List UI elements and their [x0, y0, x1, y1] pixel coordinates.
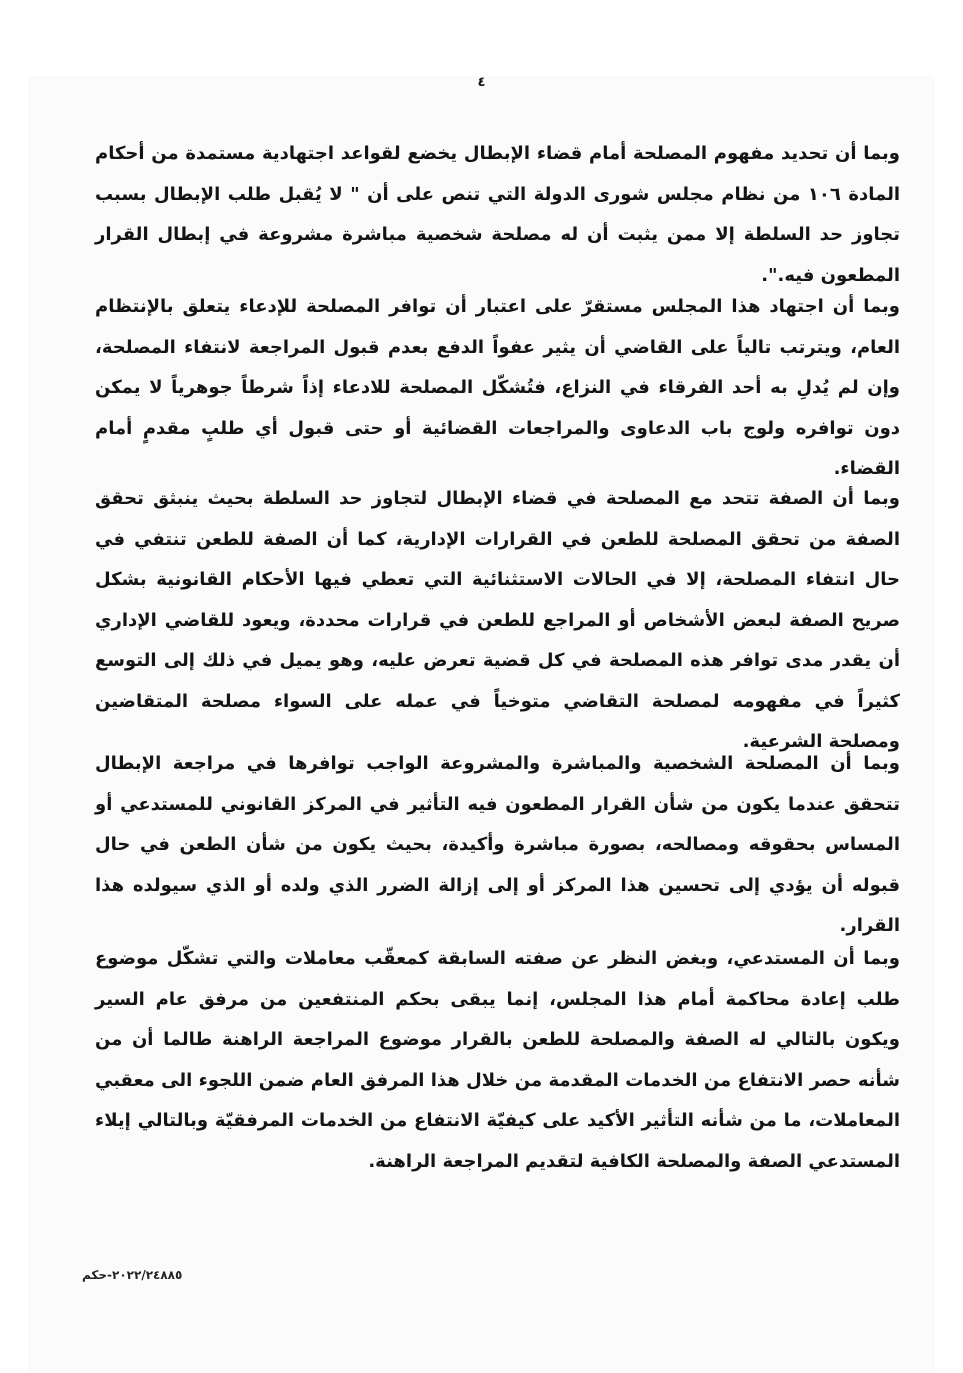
page-number: ٤: [477, 75, 486, 90]
paragraph-5: وبما أن المستدعي، وبغض النظر عن صفته السابقة كمعقّب معاملات والتي تشكّل موضوع طلب إعادة محاكمة أمام هذا المجلس، إنما يبقى بحكم المنتفعين من مرفق عام السير ويكون بالتالي له الصفة والمصلحة للطعن بالقرار موضوع المراجعة الراهنة طالما أن من شأنه حصر الانتفاع من الخدمات المقدمة من خلال هذا المرفق العام ضمن اللجوء الى معقبي المعاملات، ما من شأنه التأثير الأكيد على كيفيّة الانتفاع من الخدمات المرفقيّة وبالتالي إيلاء المستدعي الصفة والمصلحة الكافية لتقديم المراجعة الراهنة.: [95, 948, 900, 1172]
paragraph-3: وبما أن الصفة تتحد مع المصلحة في قضاء الإبطال لتجاوز حد السلطة بحيث ينبثق تحقق الصفة من تحقق المصلحة للطعن في القرارات الإدارية، كما أن الصفة للطعن تنتفي في حال انتفاء المصلحة، إلا في الحالات الاستثنائية التي تعطي فيها الأحكام القانونية بشكل صريح الصفة لبعض الأشخاص أو المراجع للطعن في قرارات محددة، ويعود للقاضي الإداري أن يقدر مدى توافر هذه المصلحة في كل قضية تعرض عليه، وهو يميل في ذلك إلى التوسع كثيراً في مفهومه لمصلحة التقاضي متوخياً في عمله على السواء مصلحة المتقاضين ومصلحة الشرعية.: [95, 488, 900, 752]
paragraph-4: وبما أن المصلحة الشخصية والمباشرة والمشروعة الواجب توافرها في مراجعة الإبطال تتحقق عندما يكون من شأن القرار المطعون فيه التأثير في المركز القانوني للمستدعي أو المساس بحقوقه ومصالحه، بصورة مباشرة وأكيدة، بحيث يكون من شأن الطعن في حال قبوله أن يؤدي إلى تحسين هذا المركز أو إلى إزالة الضرر الذي ولده أو الذي سيولده هذا القرار.: [95, 753, 900, 936]
footer-reference: ٢٠٢٢/٢٤٨٨٥-حكم: [82, 1268, 183, 1282]
paragraph-2: وبما أن اجتهاد هذا المجلس مستقرّ على اعتبار أن توافر المصلحة للإدعاء يتعلق بالإنتظام العام، ويترتب تالياً على القاضي أن يثير عفواً الدفع بعدم قبول المراجعة لانتفاء المصلحة، وإن لم يُدلِ به أحد الفرقاء في النزاع، فتُشكّل المصلحة للادعاء إذاً شرطاً جوهرياً لا يمكن دون توافره ولوج باب الدعاوى والمراجعات القضائية أو حتى قبول أي طلبٍ مقدمٍ أمام القضاء.: [95, 296, 900, 479]
paragraph-1: وبما أن تحديد مفهوم المصلحة أمام قضاء الإبطال يخضع لقواعد اجتهادية مستمدة من أحكام المادة ١٠٦ من نظام مجلس شورى الدولة التي تنص على أن " لا يُقبل طلب الإبطال بسبب تجاوز حد السلطة إلا ممن يثبت أن له مصلحة شخصية مباشرة مشروعة في إبطال القرار المطعون فيه.".: [95, 143, 900, 286]
